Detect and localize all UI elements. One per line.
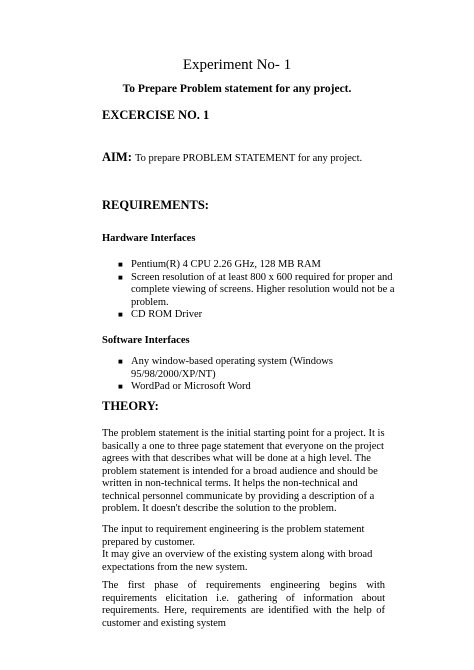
list-item: ■ Any window-based operating system (Windows 95/98/2000/XP/NT) [118,356,333,380]
theory-paragraph-3: It may give an overview of the existing system along with broad expectations from the new system. [102,549,373,573]
aim-line [102,150,362,166]
bullet-icon: ■ [118,310,123,319]
experiment-title: Experiment No- 1 [182,57,292,73]
list-item: ■ WordPad or Microsoft Word [118,381,251,392]
list-item: ■ Pentium(R) 4 CPU 2.26 GHz, 128 MB RAM [118,259,321,270]
requirements-heading: REQUIREMENTS: [102,198,209,212]
aim-text: To prepare PROBLEM STATEMENT for any project. [134,153,363,164]
software-interfaces-heading: Software Interfaces [102,335,190,346]
hardware-interfaces-heading: Hardware Interfaces [102,233,196,244]
bullet-icon: ■ [118,272,123,282]
software-list [118,356,398,394]
list-item: ■ Screen resolution of at least 800 x 600 required for proper and complete viewing of screens. Higher resolution would not be a problem. [118,271,395,308]
theory-paragraph-4: The first phase of requirements engineering begins with requirements elicitation i.e. gathering of information about requirements. Here, requirements are identified with the help of customer and existing system [102,580,385,629]
aim-label: AIM: [102,150,132,164]
exercise-heading: EXCERCISE NO. 1 [102,108,210,122]
bullet-icon: ■ [118,357,123,366]
bullet-icon: ■ [118,260,123,269]
theory-heading: THEORY: [102,399,159,413]
experiment-subtitle: To Prepare Problem statement for any project. [122,83,352,95]
list-item: ■ CD ROM Driver [118,309,203,320]
theory-paragraph-2: The input to requirement engineering is the problem statement prepared by customer. [102,524,365,548]
hardware-list [118,259,398,322]
theory-paragraph-1: The problem statement is the initial starting point for a project. It is basically a one to three page statement that everyone on the project agrees with that describes what will be done at a high level. The problem statement is intended for a broad audience and should be written in non-technical terms. It helps the non-technical and technical personnel communicate by providing a description of a problem. It doesn't describe the solution to the problem. [102,428,385,514]
bullet-icon: ■ [118,382,123,391]
